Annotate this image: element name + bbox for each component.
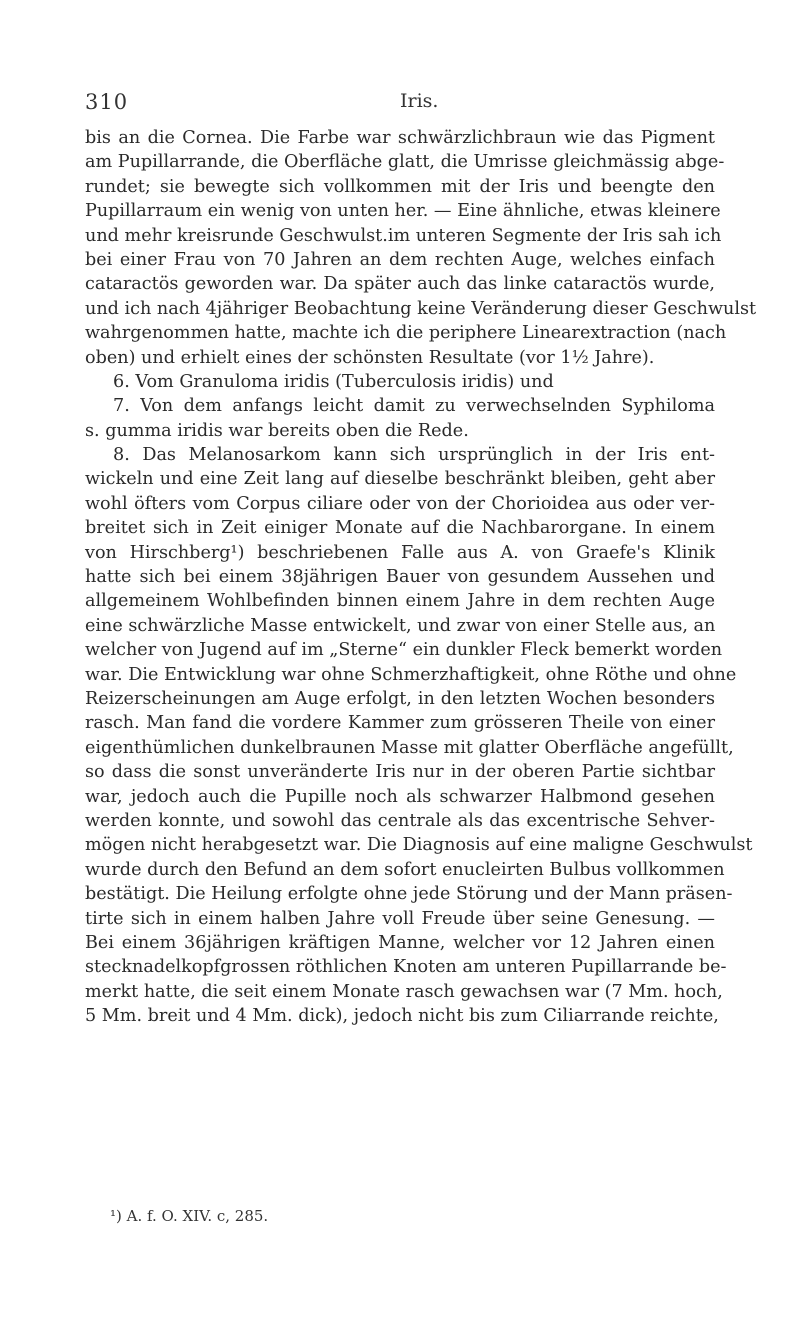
text-line: s. gumma iridis war bereits oben die Rede. bbox=[85, 420, 469, 441]
section-heading-syphiloma: 7. Von dem anfangs leicht damit zu verwechselnden Syphiloma bbox=[113, 396, 715, 417]
text-line: oben) und erhielt eines der schönsten Resultate (vor 1½ Jahre). bbox=[85, 347, 655, 368]
text-line: Reizerscheinungen am Auge erfolgt, in den letzten Wochen besonders bbox=[85, 688, 715, 709]
text-line: wahrgenommen hatte, machte ich die periphere Linearextraction (nach bbox=[85, 323, 727, 344]
text-line: von Hirschberg¹) beschriebenen Falle aus A. von Graefe's Klinik bbox=[85, 542, 715, 563]
text-line: mögen nicht herabgesetzt war. Die Diagnosis auf eine maligne Geschwulst bbox=[85, 835, 753, 856]
text-line: so dass die sonst unveränderte Iris nur in der oberen Partie sichtbar bbox=[85, 762, 715, 783]
footnote: ¹) A. f. O. XIV. c, 285. bbox=[110, 1207, 269, 1225]
body-text bbox=[85, 126, 757, 1028]
text-line: Pupillarraum ein wenig von unten her. — Eine ähnliche, etwas kleinere bbox=[85, 201, 721, 222]
text-line: cataractös geworden war. Da später auch das linke cataractös wurde, bbox=[85, 274, 715, 295]
text-line: bei einer Frau von 70 Jahren an dem rechten Auge, welches einfach bbox=[85, 249, 715, 270]
text-line: bestätigt. Die Heilung erfolgte ohne jede Störung und der Mann präsen- bbox=[85, 884, 733, 905]
section-heading-melanosarkom: 8. Das Melanosarkom kann sich ursprünglich in der Iris ent- bbox=[113, 445, 715, 466]
text-line: merkt hatte, die seit einem Monate rasch gewachsen war (7 Mm. hoch, bbox=[85, 981, 723, 1002]
text-line: war. Die Entwicklung war ohne Schmerzhaftigkeit, ohne Röthe und ohne bbox=[85, 664, 737, 685]
text-line: stecknadelkopfgrossen röthlichen Knoten am unteren Pupillarrande be- bbox=[85, 957, 727, 978]
text-line: welcher von Jugend auf im „Sterne“ ein dunkler Fleck bemerkt worden bbox=[85, 640, 723, 661]
text-line: hatte sich bei einem 38jährigen Bauer von gesundem Aussehen und bbox=[85, 567, 715, 588]
text-line: und mehr kreisrunde Geschwulst.im unteren Segmente der Iris sah ich bbox=[85, 225, 722, 246]
section-heading-granuloma: 6. Vom Granuloma iridis (Tuberculosis iridis) und bbox=[113, 371, 554, 392]
text-line: rundet; sie bewegte sich vollkommen mit der Iris und beengte den bbox=[85, 176, 715, 197]
page-header bbox=[85, 90, 715, 120]
text-line: rasch. Man fand die vordere Kammer zum grösseren Theile von einer bbox=[85, 713, 715, 734]
text-line: bis an die Cornea. Die Farbe war schwärzlichbraun wie das Pigment bbox=[85, 128, 715, 148]
text-line: eigenthümlichen dunkelbraunen Masse mit glatter Oberfläche angefüllt, bbox=[85, 737, 734, 758]
text-line: wurde durch den Befund an dem sofort enucleirten Bulbus vollkommen bbox=[85, 859, 725, 880]
text-line: am Pupillarrande, die Oberfläche glatt, die Umrisse gleichmässig abge- bbox=[85, 152, 725, 173]
text-line: 5 Mm. breit und 4 Mm. dick), jedoch nicht bis zum Ciliarrande reichte, bbox=[85, 1006, 719, 1027]
text-line: wohl öfters vom Corpus ciliare oder von der Chorioidea aus oder ver- bbox=[85, 493, 715, 514]
text-line: und ich nach 4jähriger Beobachtung keine Veränderung dieser Geschwulst bbox=[85, 298, 757, 319]
text-line: Bei einem 36jährigen kräftigen Manne, welcher vor 12 Jahren einen bbox=[85, 932, 715, 953]
text-line: war, jedoch auch die Pupille noch als schwarzer Halbmond gesehen bbox=[85, 786, 715, 807]
text-line: wickeln und eine Zeit lang auf dieselbe beschränkt bleiben, geht aber bbox=[85, 469, 715, 490]
page-number: 310 bbox=[85, 90, 129, 114]
text-line: tirte sich in einem halben Jahre voll Freude über seine Genesung. — bbox=[85, 908, 715, 929]
text-line: eine schwärzliche Masse entwickelt, und zwar von einer Stelle aus, an bbox=[85, 615, 716, 636]
text-line: werden konnte, und sowohl das centrale als das excentrische Sehver- bbox=[85, 810, 715, 831]
running-title: Iris. bbox=[400, 90, 439, 112]
text-line: breitet sich in Zeit einiger Monate auf die Nachbarorgane. In einem bbox=[85, 518, 715, 539]
text-line: allgemeinem Wohlbefinden binnen einem Jahre in dem rechten Auge bbox=[85, 591, 715, 612]
